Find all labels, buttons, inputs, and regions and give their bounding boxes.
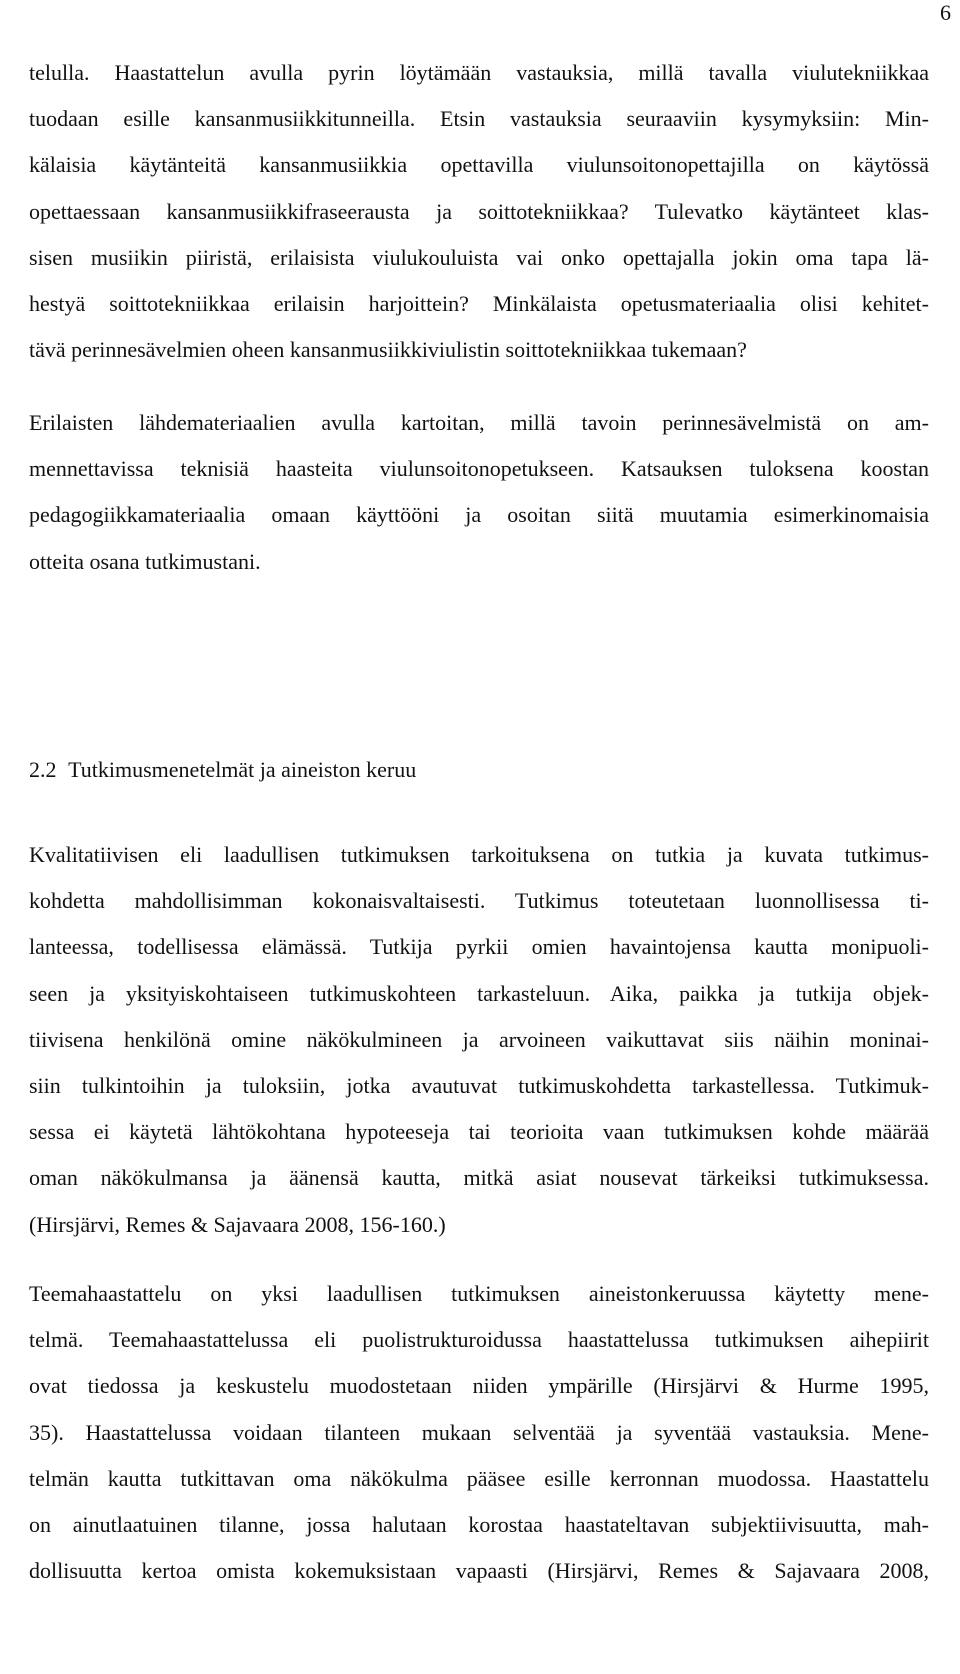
text-line: tuodaan esille kansanmusiikkitunneilla. Etsin vastauksia seuraaviin kysymyksiin: Min-	[29, 106, 929, 132]
paragraph-source-materials	[29, 400, 929, 585]
page-number: 6	[940, 0, 951, 25]
text-line: sisen musiikin piiristä, erilaisista viulukouluista vai onko opettajalla jokin oma tapa lä-	[29, 244, 929, 270]
text-line: seen ja yksityiskohtaiseen tutkimuskohteen tarkasteluun. Aika, paikka ja tutkija objek-	[29, 980, 929, 1006]
text-line: (Hirsjärvi, Remes & Sajavaara 2008, 156-160.)	[29, 1211, 446, 1237]
text-line: Kvalitatiivisen eli laadullisen tutkimuksen tarkoituksena on tutkia ja kuvata tutkimus-	[29, 842, 929, 867]
text-line: Teemahaastattelu on yksi laadullisen tutkimuksen aineistonkeruussa käytetty mene-	[29, 1281, 929, 1306]
text-line: Erilaisten lähdemateriaalien avulla kartoitan, millä tavoin perinnesävelmistä on am-	[29, 410, 929, 435]
text-line: 35). Haastattelussa voidaan tilanteen mukaan selventää ja syventää vastauksia. Mene-	[29, 1419, 929, 1445]
text-line: pedagogiikkamateriaalia omaan käyttööni ja osoitan siitä muutamia esimerkinomaisia	[29, 502, 929, 528]
text-line: kälaisia käytänteitä kansanmusiikkia opettavilla viulunsoitonopettajilla on käytössä	[29, 152, 929, 178]
paragraph-theme-interview	[29, 1271, 929, 1594]
paragraph-research-questions	[29, 50, 929, 373]
text-line: ovat tiedossa ja keskustelu muodostetaan niiden ympärille (Hirsjärvi & Hurme 1995,	[29, 1373, 929, 1399]
text-line: otteita osana tutkimustani.	[29, 548, 261, 574]
text-line: kohdetta mahdollisimman kokonaisvaltaisesti. Tutkimus toteutetaan luonnollisessa ti-	[29, 888, 929, 914]
text-line: on ainutlaatuinen tilanne, jossa halutaan korostaa haastateltavan subjektiivisuutta, mah-	[29, 1511, 929, 1537]
text-line: mennettavissa teknisiä haasteita viulunsoitonopetukseen. Katsauksen tuloksena koostan	[29, 456, 929, 482]
text-line: tiivisena henkilönä omine näkökulmineen ja arvoineen vaikuttavat siis näihin moninai-	[29, 1026, 929, 1052]
section-heading	[29, 757, 416, 783]
text-line: telmä. Teemahaastattelussa eli puolistrukturoidussa haastattelussa tutkimuksen aihepiirit	[29, 1327, 929, 1353]
section-title: Tutkimusmenetelmät ja aineiston keruu	[68, 757, 417, 782]
text-line: hestyä soittotekniikkaa erilaisin harjoittein? Minkälaista opetusmateriaalia olisi kehitet-	[29, 290, 929, 316]
text-line: dollisuutta kertoa omista kokemuksistaan vapaasti (Hirsjärvi, Remes & Sajavaara 2008,	[29, 1558, 929, 1584]
text-line: sessa ei käytetä lähtökohtana hypoteeseja tai teorioita vaan tutkimuksen kohde määrää	[29, 1119, 929, 1145]
section-number: 2.2	[29, 757, 57, 782]
text-line: telmän kautta tutkittavan oma näkökulma pääsee esille kerronnan muodossa. Haastattelu	[29, 1465, 929, 1491]
text-line: siin tulkintoihin ja tuloksiin, jotka avautuvat tutkimuskohdetta tarkastellessa. Tutkimuk-	[29, 1072, 929, 1098]
text-line: opettaessaan kansanmusiikkifraseerausta ja soittotekniikkaa? Tulevatko käytänteet klas-	[29, 198, 929, 224]
text-line: tävä perinnesävelmien oheen kansanmusiikkiviulistin soittotekniikkaa tukemaan?	[29, 337, 747, 363]
text-line: oman näkökulmansa ja äänensä kautta, mitkä asiat nousevat tärkeiksi tutkimuksessa.	[29, 1165, 929, 1191]
text-line: telulla. Haastattelun avulla pyrin löytämään vastauksia, millä tavalla viulutekniikkaa	[29, 60, 929, 85]
text-line: lanteessa, todellisessa elämässä. Tutkija pyrkii omien havaintojensa kautta monipuoli-	[29, 934, 929, 960]
paragraph-qualitative-research	[29, 832, 929, 1248]
